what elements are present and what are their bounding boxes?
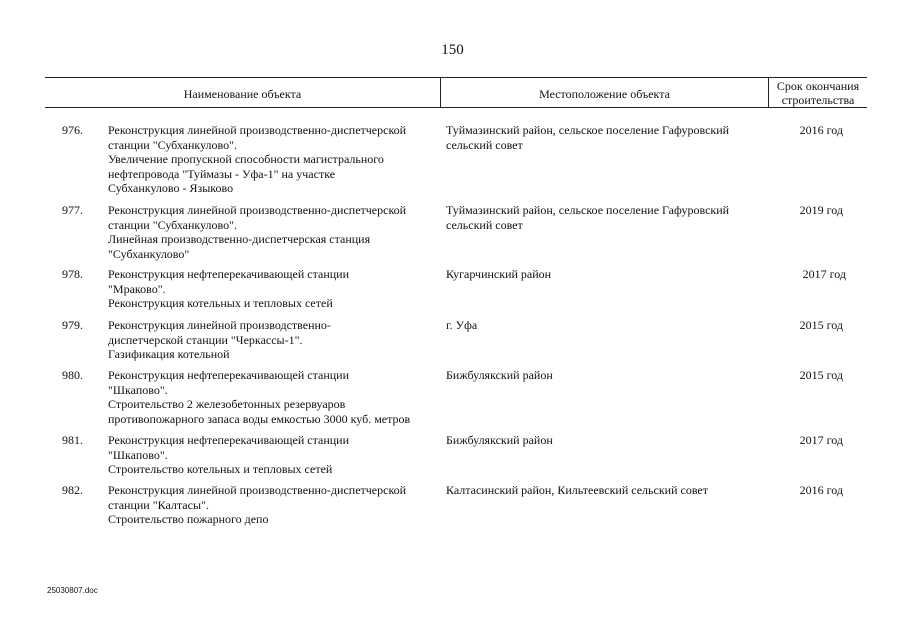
row-number: 982. xyxy=(62,483,83,497)
object-name: Реконструкция линейной производственно- диспетчерской станции "Черкассы-1". Газификация котельной xyxy=(108,318,331,362)
table-header-top-rule xyxy=(45,77,867,78)
completion-year: 2015 год xyxy=(799,318,843,332)
completion-year: 2015 год xyxy=(799,368,843,382)
header-deadline-line1: Срок окончания xyxy=(776,79,860,93)
row-number: 977. xyxy=(62,203,83,217)
header-object-location: Местоположение объекта xyxy=(539,87,670,101)
row-number: 978. xyxy=(62,267,83,281)
object-name: Реконструкция линейной производственно-диспетчерской станции "Субханкулово". Увеличение пропускной способности магистрального нефтепровода "Туймазы - Уфа-1" на участке Субханкулово - Языково xyxy=(108,123,407,196)
header-object-name: Наименование объекта xyxy=(183,87,302,101)
completion-year: 2017 год xyxy=(802,267,846,281)
row-number: 979. xyxy=(62,318,83,332)
header-deadline-line2: строительства xyxy=(781,93,855,107)
table-header-bottom-rule xyxy=(45,107,867,108)
row-number: 980. xyxy=(62,368,83,382)
row-number: 976. xyxy=(62,123,83,137)
completion-year: 2017 год xyxy=(799,433,843,447)
object-location: Бижбулякский район xyxy=(446,368,553,382)
object-location: Туймазинский район, сельское поселение Гафуровский сельский совет xyxy=(446,123,730,152)
object-location: Кугарчинский район xyxy=(446,267,552,281)
completion-year: 2016 год xyxy=(799,123,843,137)
document-filename: 25030807.doc xyxy=(47,586,98,595)
completion-year: 2019 год xyxy=(799,203,843,217)
object-name: Реконструкция нефтеперекачивающей станции "Мраково". Реконструкция котельных и тепловых сетей xyxy=(108,267,350,311)
page-number: 150 xyxy=(441,42,464,58)
object-name: Реконструкция линейной производственно-диспетчерской станции "Калтасы". Строительство пожарного депо xyxy=(108,483,407,527)
object-name: Реконструкция линейной производственно-диспетчерской станции "Субханкулово". Линейная производственно-диспетчерская станция "Субханкулово" xyxy=(108,203,407,261)
header-completion-deadline xyxy=(769,79,867,108)
object-location: Туймазинский район, сельское поселение Гафуровский сельский совет xyxy=(446,203,730,232)
object-location: г. Уфа xyxy=(446,318,478,332)
object-location: Бижбулякский район xyxy=(446,433,553,447)
row-number: 981. xyxy=(62,433,83,447)
object-name: Реконструкция нефтеперекачивающей станции "Шкапово". Строительство 2 железобетонных резервуаров противопожарного запаса воды емкостью 3000 куб. метров xyxy=(108,368,411,426)
completion-year: 2016 год xyxy=(799,483,843,497)
object-name: Реконструкция нефтеперекачивающей станции "Шкапово". Строительство котельных и тепловых сетей xyxy=(108,433,350,477)
object-location: Калтасинский район, Кильтеевский сельский совет xyxy=(446,483,708,497)
